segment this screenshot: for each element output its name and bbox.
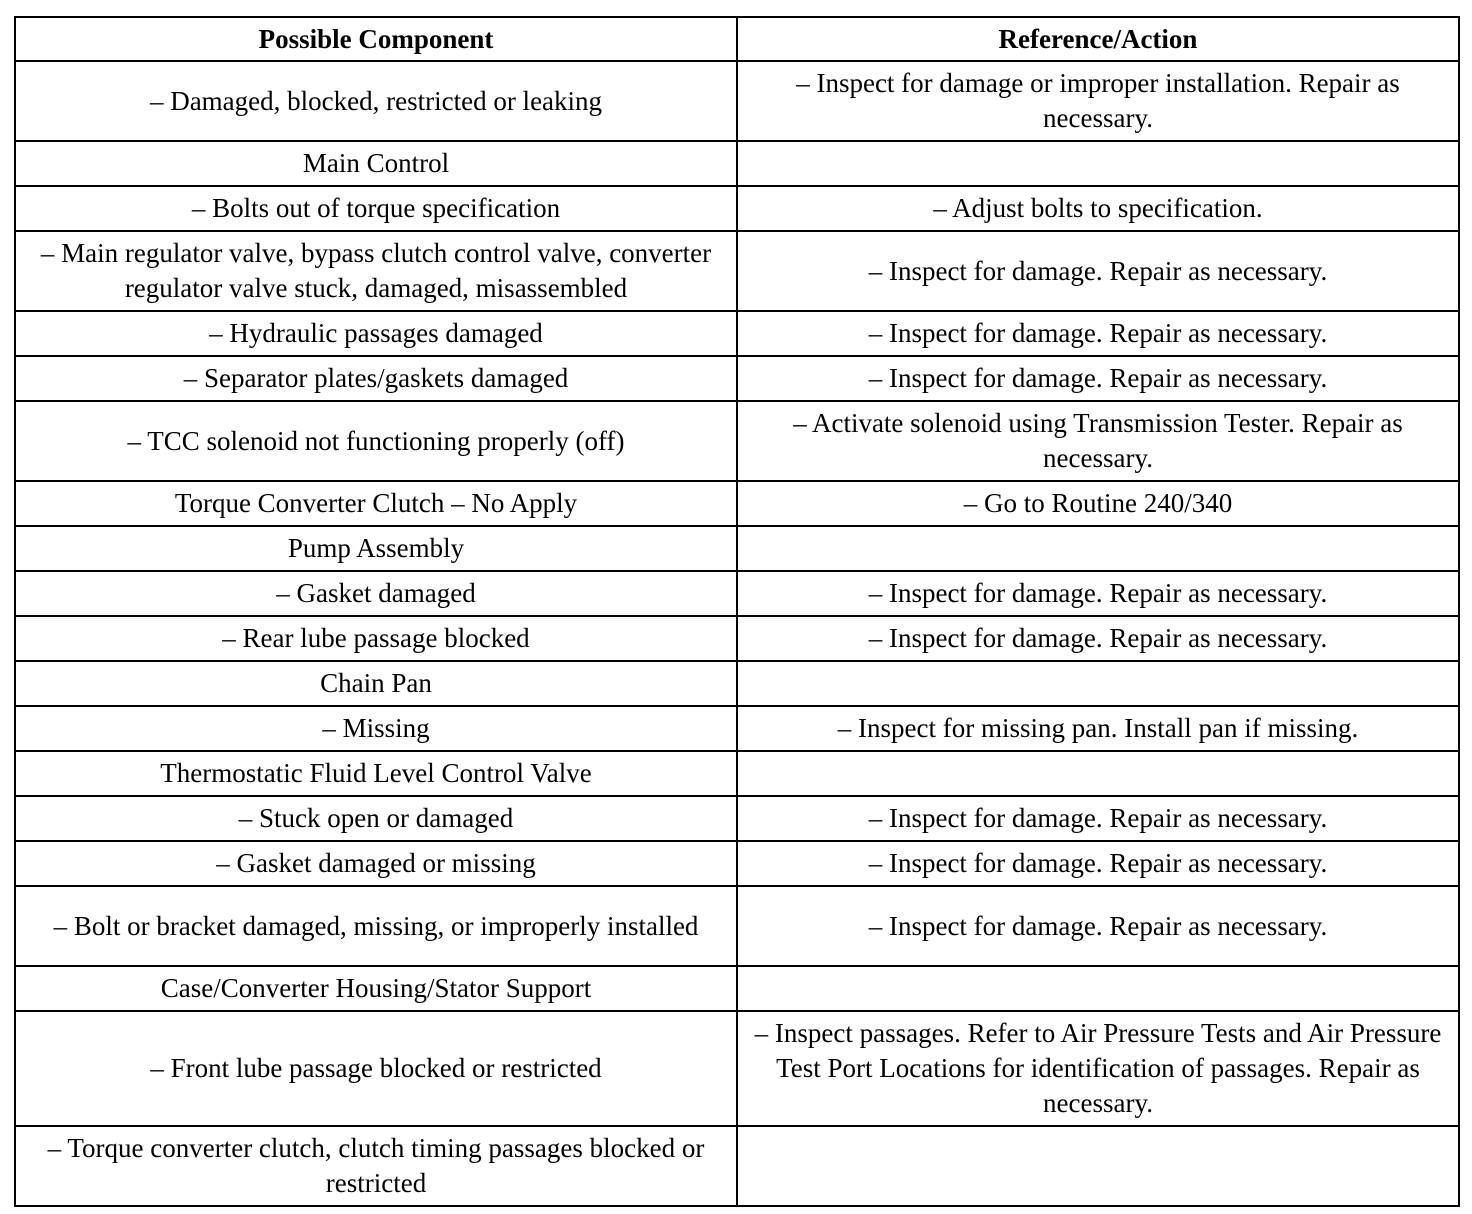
component-cell: – Gasket damaged or missing <box>15 841 737 886</box>
action-cell: – Inspect for damage. Repair as necessary. <box>737 356 1459 401</box>
action-cell <box>737 751 1459 796</box>
table-row <box>15 966 1459 1011</box>
table-row <box>15 141 1459 186</box>
table-row <box>15 886 1459 966</box>
table-row <box>15 311 1459 356</box>
action-cell: – Inspect for damage. Repair as necessary. <box>737 886 1459 966</box>
component-cell: – Missing <box>15 706 737 751</box>
diagnostic-table <box>14 16 1460 1207</box>
table-row <box>15 231 1459 311</box>
component-cell: Torque Converter Clutch – No Apply <box>15 481 737 526</box>
table-row <box>15 751 1459 796</box>
action-cell: – Inspect for missing pan. Install pan if missing. <box>737 706 1459 751</box>
action-cell <box>737 1126 1459 1206</box>
table-row <box>15 186 1459 231</box>
action-cell <box>737 966 1459 1011</box>
table-row <box>15 706 1459 751</box>
table-row <box>15 526 1459 571</box>
component-cell: Main Control <box>15 141 737 186</box>
action-cell: – Inspect for damage. Repair as necessary. <box>737 231 1459 311</box>
table-row <box>15 61 1459 141</box>
table-row <box>15 571 1459 616</box>
component-cell: – Damaged, blocked, restricted or leaking <box>15 61 737 141</box>
component-cell: Case/Converter Housing/Stator Support <box>15 966 737 1011</box>
action-cell: – Inspect for damage. Repair as necessary. <box>737 571 1459 616</box>
action-cell: – Inspect for damage. Repair as necessary. <box>737 616 1459 661</box>
table-row <box>15 356 1459 401</box>
component-cell: – Bolt or bracket damaged, missing, or improperly installed <box>15 886 737 966</box>
component-cell: Chain Pan <box>15 661 737 706</box>
component-cell: – Bolts out of torque specification <box>15 186 737 231</box>
action-cell <box>737 661 1459 706</box>
table-row <box>15 1126 1459 1206</box>
header-possible-component: Possible Component <box>15 17 737 61</box>
table-row <box>15 661 1459 706</box>
action-cell: – Adjust bolts to specification. <box>737 186 1459 231</box>
action-cell: – Inspect for damage. Repair as necessary. <box>737 841 1459 886</box>
component-cell: – Stuck open or damaged <box>15 796 737 841</box>
action-cell: – Inspect for damage. Repair as necessary. <box>737 311 1459 356</box>
header-row <box>15 17 1459 61</box>
component-cell: – Torque converter clutch, clutch timing passages blocked or restricted <box>15 1126 737 1206</box>
component-cell: – Rear lube passage blocked <box>15 616 737 661</box>
component-cell: – Front lube passage blocked or restricted <box>15 1011 737 1126</box>
table-row <box>15 401 1459 481</box>
action-cell: – Inspect for damage or improper installation. Repair as necessary. <box>737 61 1459 141</box>
table-row <box>15 841 1459 886</box>
action-cell: – Inspect passages. Refer to Air Pressure Tests and Air Pressure Test Port Locations for identification of passages. Repair as necessary. <box>737 1011 1459 1126</box>
table-row <box>15 1011 1459 1126</box>
component-cell: – Separator plates/gaskets damaged <box>15 356 737 401</box>
component-cell: – Hydraulic passages damaged <box>15 311 737 356</box>
table-row <box>15 616 1459 661</box>
action-cell <box>737 141 1459 186</box>
component-cell: – Gasket damaged <box>15 571 737 616</box>
table-row <box>15 481 1459 526</box>
action-cell: – Go to Routine 240/340 <box>737 481 1459 526</box>
header-reference-action: Reference/Action <box>737 17 1459 61</box>
action-cell <box>737 526 1459 571</box>
component-cell: Thermostatic Fluid Level Control Valve <box>15 751 737 796</box>
table-row <box>15 796 1459 841</box>
component-cell: – TCC solenoid not functioning properly (off) <box>15 401 737 481</box>
component-cell: – Main regulator valve, bypass clutch control valve, converter regulator valve stuck, damaged, misassembled <box>15 231 737 311</box>
action-cell: – Inspect for damage. Repair as necessary. <box>737 796 1459 841</box>
action-cell: – Activate solenoid using Transmission Tester. Repair as necessary. <box>737 401 1459 481</box>
component-cell: Pump Assembly <box>15 526 737 571</box>
